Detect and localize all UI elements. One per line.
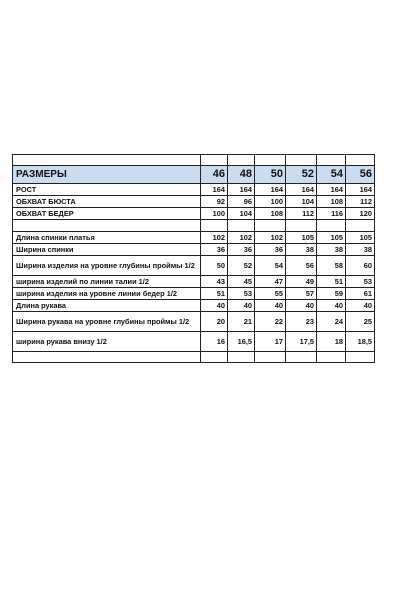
table-row <box>13 300 375 312</box>
row-value: 25 <box>346 312 375 332</box>
row-value: 40 <box>255 300 286 312</box>
row-value: 49 <box>286 276 317 288</box>
row-value: 164 <box>201 184 228 196</box>
row-value: 55 <box>255 288 286 300</box>
row-value: 16 <box>201 332 228 352</box>
row-value: 112 <box>346 196 375 208</box>
table-row <box>13 244 375 256</box>
table-row <box>13 208 375 220</box>
header-size: 52 <box>286 166 317 184</box>
row-value: 105 <box>317 232 346 244</box>
row-value: 102 <box>255 232 286 244</box>
row-label: Ширина рукава на уровне глубины проймы 1/2 <box>13 312 201 332</box>
table-header-row <box>13 166 375 184</box>
header-size: 56 <box>346 166 375 184</box>
row-value: 104 <box>286 196 317 208</box>
table-blank-row <box>13 352 375 363</box>
row-value: 104 <box>228 208 255 220</box>
table-row <box>13 288 375 300</box>
row-value: 56 <box>286 256 317 276</box>
row-value: 24 <box>317 312 346 332</box>
header-size: 48 <box>228 166 255 184</box>
row-value: 18 <box>317 332 346 352</box>
table-row <box>13 256 375 276</box>
row-value: 96 <box>228 196 255 208</box>
row-label: Длина рукава <box>13 300 201 312</box>
row-value: 100 <box>201 208 228 220</box>
row-value: 51 <box>317 276 346 288</box>
row-value: 108 <box>255 208 286 220</box>
row-value: 120 <box>346 208 375 220</box>
row-value: 40 <box>346 300 375 312</box>
row-label: ширина изделий по линии талии 1/2 <box>13 276 201 288</box>
row-label: РОСТ <box>13 184 201 196</box>
row-value: 17,5 <box>286 332 317 352</box>
row-value: 164 <box>228 184 255 196</box>
header-label: РАЗМЕРЫ <box>13 166 201 184</box>
row-value: 58 <box>317 256 346 276</box>
row-value: 36 <box>228 244 255 256</box>
table-row <box>13 332 375 352</box>
row-value: 40 <box>286 300 317 312</box>
header-size: 54 <box>317 166 346 184</box>
row-value: 53 <box>228 288 255 300</box>
row-value: 40 <box>228 300 255 312</box>
row-value: 61 <box>346 288 375 300</box>
row-value: 54 <box>255 256 286 276</box>
table-row <box>13 196 375 208</box>
row-value: 116 <box>317 208 346 220</box>
row-label: ширина рукава внизу 1/2 <box>13 332 201 352</box>
row-label: Ширина спинки <box>13 244 201 256</box>
row-value: 36 <box>201 244 228 256</box>
row-value: 21 <box>228 312 255 332</box>
row-value: 16,5 <box>228 332 255 352</box>
row-value: 18,5 <box>346 332 375 352</box>
row-value: 40 <box>201 300 228 312</box>
row-value: 164 <box>286 184 317 196</box>
row-value: 17 <box>255 332 286 352</box>
table-row <box>13 276 375 288</box>
row-value: 164 <box>255 184 286 196</box>
row-value: 164 <box>346 184 375 196</box>
row-label: ОБХВАТ БЮСТА <box>13 196 201 208</box>
row-label: ОБХВАТ БЕДЕР <box>13 208 201 220</box>
table-blank-row <box>13 220 375 232</box>
row-value: 52 <box>228 256 255 276</box>
row-value: 50 <box>201 256 228 276</box>
row-value: 100 <box>255 196 286 208</box>
row-value: 105 <box>286 232 317 244</box>
row-label: Ширина изделия на уровне глубины проймы 1/2 <box>13 256 201 276</box>
table-row <box>13 312 375 332</box>
row-value: 40 <box>317 300 346 312</box>
row-value: 45 <box>228 276 255 288</box>
table-row <box>13 232 375 244</box>
row-value: 105 <box>346 232 375 244</box>
table-row <box>13 184 375 196</box>
row-value: 59 <box>317 288 346 300</box>
row-value: 36 <box>255 244 286 256</box>
row-value: 102 <box>228 232 255 244</box>
row-value: 164 <box>317 184 346 196</box>
row-value: 112 <box>286 208 317 220</box>
row-value: 102 <box>201 232 228 244</box>
header-size: 46 <box>201 166 228 184</box>
row-value: 38 <box>286 244 317 256</box>
row-label: ширина изделия на уровне линии бедер 1/2 <box>13 288 201 300</box>
row-value: 92 <box>201 196 228 208</box>
row-value: 53 <box>346 276 375 288</box>
row-label: Длина спинки платья <box>13 232 201 244</box>
table-blank-row <box>13 155 375 166</box>
size-chart-table <box>12 154 375 363</box>
row-value: 23 <box>286 312 317 332</box>
row-value: 38 <box>317 244 346 256</box>
row-value: 38 <box>346 244 375 256</box>
row-value: 43 <box>201 276 228 288</box>
row-value: 51 <box>201 288 228 300</box>
header-size: 50 <box>255 166 286 184</box>
row-value: 57 <box>286 288 317 300</box>
row-value: 60 <box>346 256 375 276</box>
row-value: 108 <box>317 196 346 208</box>
row-value: 20 <box>201 312 228 332</box>
row-value: 22 <box>255 312 286 332</box>
row-value: 47 <box>255 276 286 288</box>
